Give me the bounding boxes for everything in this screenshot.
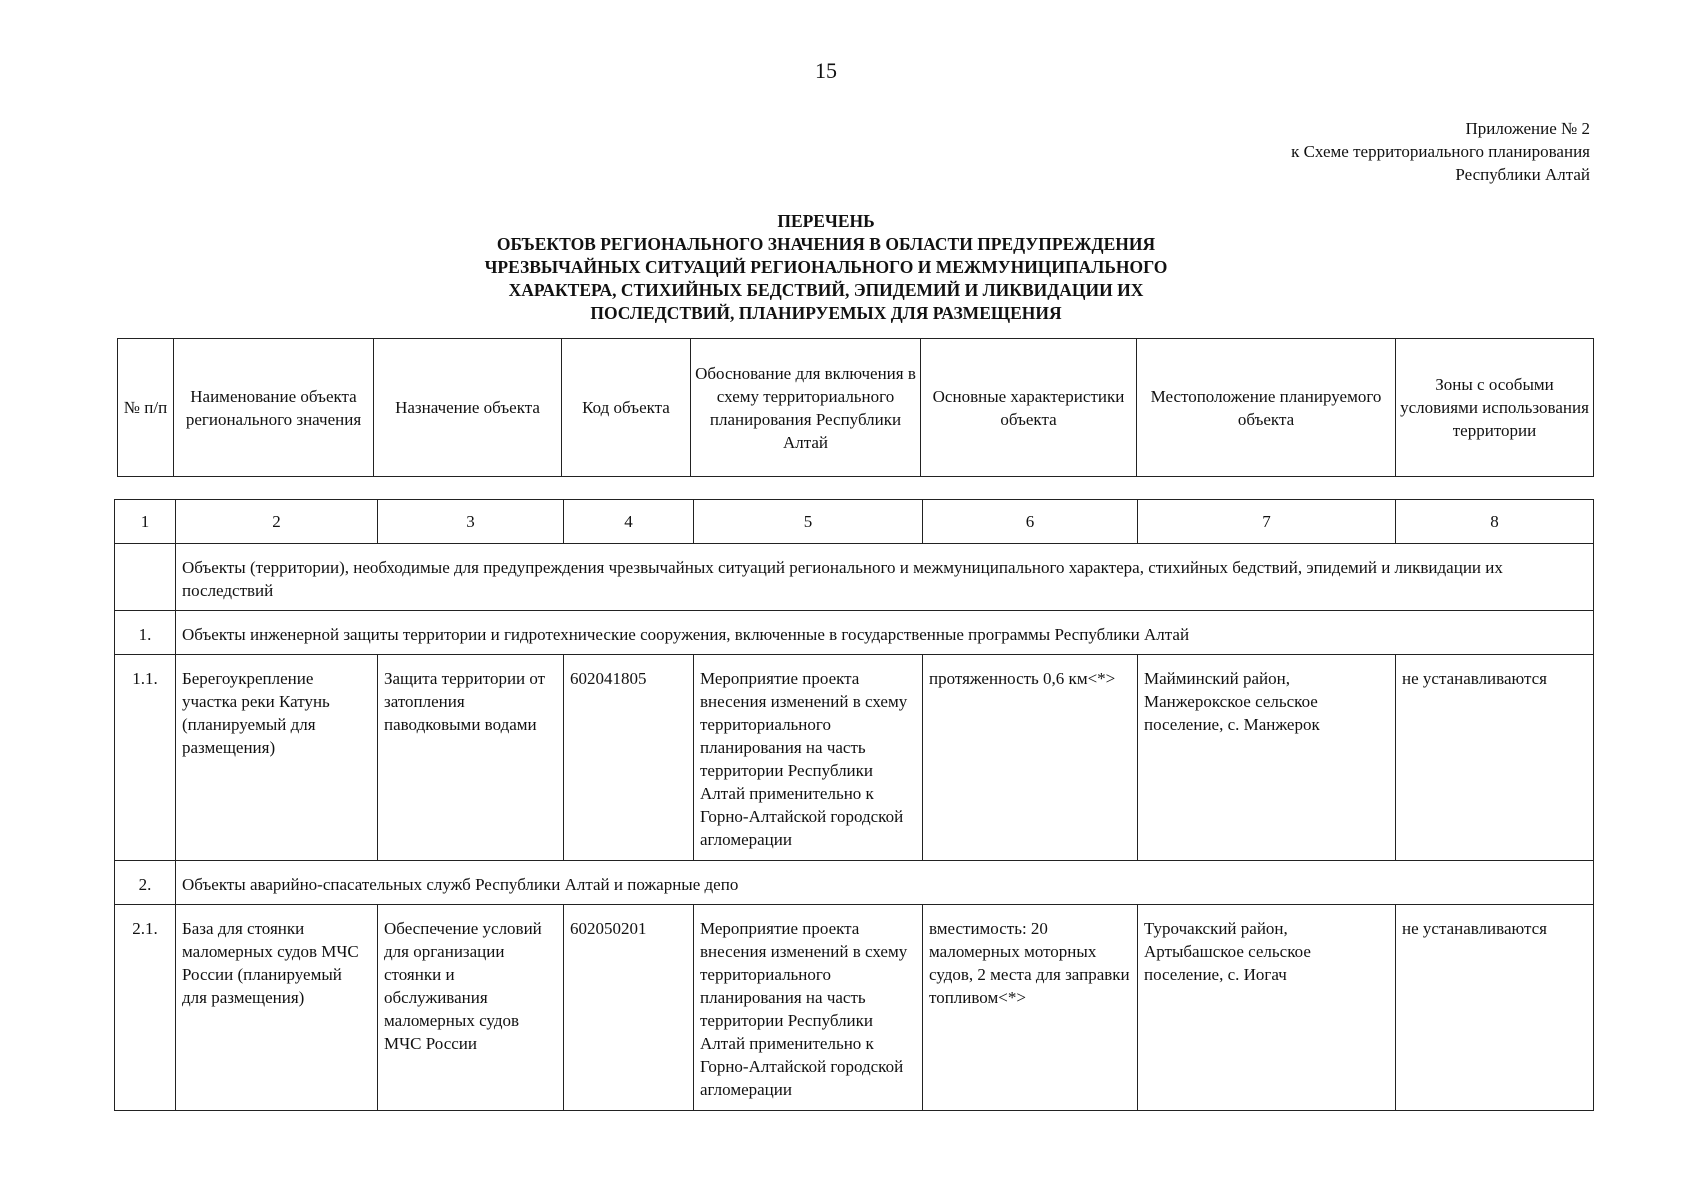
title-line-2: ОБЪЕКТОВ РЕГИОНАЛЬНОГО ЗНАЧЕНИЯ В ОБЛАСТИ ПРЕДУПРЕЖДЕНИЯ [496,234,1156,254]
column-number: 1 [115,500,176,544]
header-cell-zones: Зоны с особыми условиями использования территории [1396,339,1594,477]
item-number: 2.1. [115,905,176,1111]
column-number: 8 [1396,500,1594,544]
item-zones: не устанавливаются [1396,655,1594,861]
header-cell-basis: Обоснование для включения в схему территориального планирования Республики Алтай [691,339,921,477]
header-cell-characteristics: Основные характеристики объекта [921,339,1137,477]
column-number: 4 [564,500,694,544]
intro-number-cell [115,544,176,611]
item-purpose: Защита территории от затопления паводковыми водами [378,655,564,861]
header-cell-code: Код объекта [562,339,691,477]
column-number: 3 [378,500,564,544]
intro-row [115,544,1594,611]
title-line-3: ЧРЕЗВЫЧАЙНЫХ СИТУАЦИЙ РЕГИОНАЛЬНОГО И МЕЖМУНИЦИПАЛЬНОГО [484,257,1168,277]
section-number: 2. [115,861,176,905]
column-number: 2 [176,500,378,544]
section-number: 1. [115,611,176,655]
column-number-row [115,500,1594,544]
appendix-line-1: Приложение № 2 [1465,119,1590,138]
header-table [117,338,1594,477]
column-number: 6 [923,500,1138,544]
title-line-5: ПОСЛЕДСТВИЙ, ПЛАНИРУЕМЫХ ДЛЯ РАЗМЕЩЕНИЯ [590,303,1062,323]
item-location: Турочакский район, Артыбашское сельское поселение, с. Иогач [1138,905,1396,1111]
item-characteristics: протяженность 0,6 км<*> [923,655,1138,861]
item-name: База для стоянки маломерных судов МЧС России (планируемый для размещения) [176,905,378,1111]
item-zones: не устанавливаются [1396,905,1594,1111]
table-row [115,655,1594,861]
document-title [0,210,1652,325]
item-purpose: Обеспечение условий для организации стоянки и обслуживания маломерных судов МЧС России [378,905,564,1111]
item-basis: Мероприятие проекта внесения изменений в схему территориального планирования на часть территории Республики Алтай применительно к Горно-Алтайской городской агломерации [694,905,923,1111]
section-row-1 [115,611,1594,655]
header-cell-name: Наименование объекта регионального значения [174,339,374,477]
header-cell-number: № п/п [118,339,174,477]
section-row-2 [115,861,1594,905]
intro-text: Объекты (территории), необходимые для предупреждения чрезвычайных ситуаций регионального и межмуниципального характера, стихийных бедствий, эпидемий и ликвидации их последствий [176,544,1594,611]
table-row [115,905,1594,1111]
title-line-4: ХАРАКТЕРА, СТИХИЙНЫХ БЕДСТВИЙ, ЭПИДЕМИЙ И ЛИКВИДАЦИИ ИХ [508,280,1144,300]
objects-table [114,499,1594,1111]
title-line-1: ПЕРЕЧЕНЬ [777,211,875,231]
item-characteristics: вместимость: 20 маломерных моторных судов, 2 места для заправки топливом<*> [923,905,1138,1111]
appendix-note [1291,117,1590,186]
page-number: 15 [815,58,837,83]
item-code: 602050201 [564,905,694,1111]
header-row [118,339,1594,477]
header-cell-location: Местоположение планируемого объекта [1137,339,1396,477]
appendix-line-2: к Схеме территориального планирования [1291,142,1590,161]
item-code: 602041805 [564,655,694,861]
appendix-line-3: Республики Алтай [1455,165,1590,184]
column-number: 5 [694,500,923,544]
item-number: 1.1. [115,655,176,861]
item-basis: Мероприятие проекта внесения изменений в схему территориального планирования на часть территории Республики Алтай применительно к Горно-Алтайской городской агломерации [694,655,923,861]
column-number: 7 [1138,500,1396,544]
section-title: Объекты инженерной защиты территории и гидротехнические сооружения, включенные в государственные программы Республики Алтай [176,611,1594,655]
header-cell-purpose: Назначение объекта [374,339,562,477]
item-location: Майминский район, Манжерокское сельское поселение, с. Манжерок [1138,655,1396,861]
item-name: Берегоукрепление участка реки Катунь (планируемый для размещения) [176,655,378,861]
section-title: Объекты аварийно-спасательных служб Республики Алтай и пожарные депо [176,861,1594,905]
